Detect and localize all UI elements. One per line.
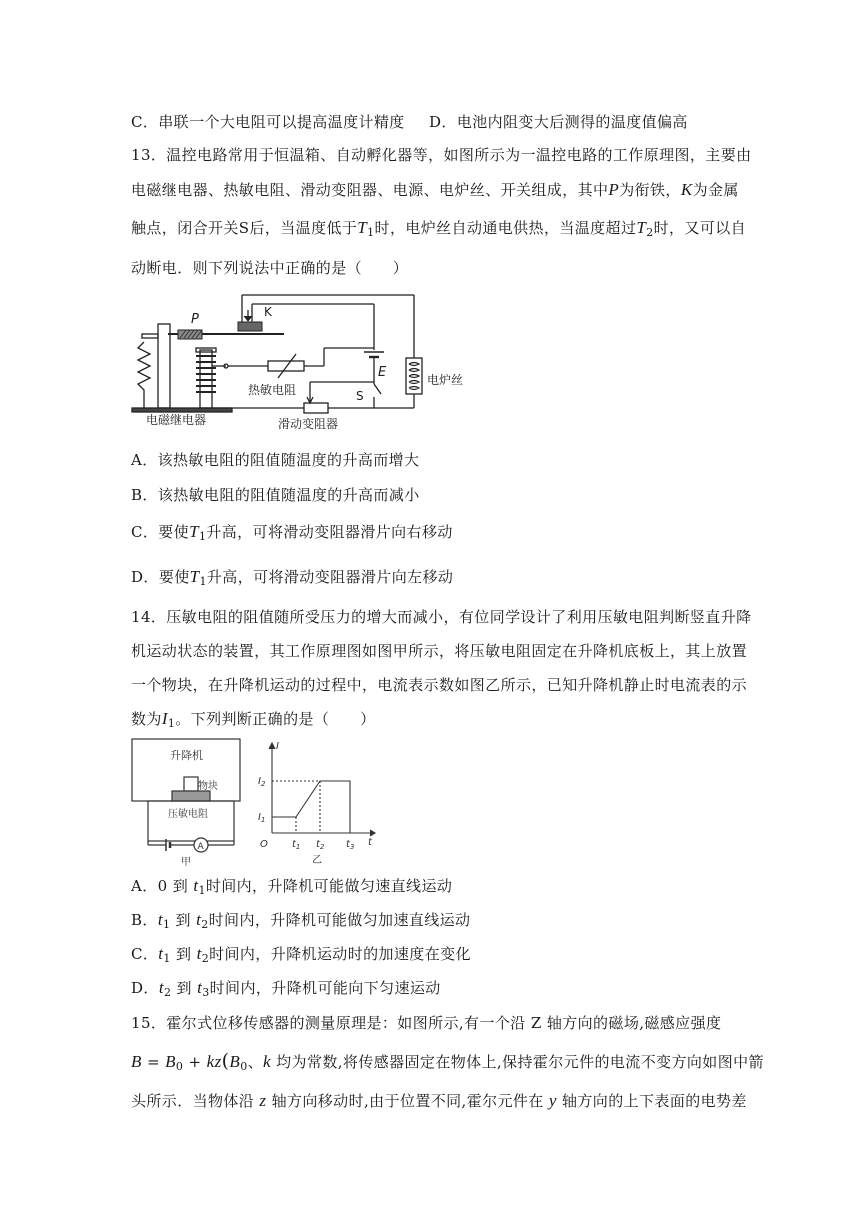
- label-E: E: [378, 365, 387, 380]
- tick-I1: $I_1$: [258, 812, 266, 824]
- ammeter-icon: A: [197, 842, 204, 852]
- caption-yi: 乙: [312, 855, 322, 866]
- q13-option-b: B．该热敏电阻的阻值随温度的升高而减小: [131, 486, 420, 504]
- q14-stem-line-3: 一个物块，在升降机运动的过程中，电流表示数如图乙所示，已知升降机静止时电流表的示: [131, 676, 748, 694]
- q14-option-c: C．$t_1$ 到 $t_2$时间内，升降机运动时的加速度在变化: [131, 944, 471, 965]
- q13-option-a: A．该热敏电阻的阻值随温度的升高而增大: [131, 451, 420, 469]
- q15-stem-line-3: 头所示．当物体沿 z 轴方向移动时,由于位置不同,霍尔元件在 y 轴方向的上下表面的电势差: [131, 1091, 747, 1110]
- q14-elevator-diagram: [130, 737, 245, 867]
- prev-option-d: D．电池内阻变大后测得的温度值偏高: [429, 113, 688, 131]
- label-rheostat: 滑动变阻器: [278, 417, 339, 431]
- axis-label-I: I: [276, 741, 279, 752]
- origin-label: O: [260, 839, 268, 850]
- q15-stem-line-2: $B = B_0 + kz(B_0$、k 均为常数,将传感器固定在物体上,保持霍尔元件的电流不变方向如图中箭: [131, 1050, 764, 1073]
- label-K: K: [264, 305, 272, 319]
- label-pressure-resistor: 压敏电阻: [168, 809, 208, 820]
- q14-current-graph: [252, 733, 380, 867]
- label-heater: 电炉丝: [427, 373, 464, 387]
- caption-jia: 甲: [181, 857, 191, 868]
- label-P: P: [191, 312, 199, 327]
- q13-option-d: D．要使$T_1$升高，可将滑动变阻器滑片向左移动: [131, 567, 454, 588]
- tick-t3: $t_3$: [346, 839, 355, 851]
- tick-t1: $t_1$: [292, 839, 301, 851]
- tick-I2: $I_2$: [258, 776, 266, 788]
- label-elevator: 升降机: [170, 749, 203, 762]
- q13-stem-line-1: 13．温控电路常用于恒温箱、自动孵化器等，如图所示为一温控电路的工作原理图，主要由: [131, 146, 752, 164]
- q13-stem-line-4: 动断电．则下列说法中正确的是（ ）: [131, 259, 409, 277]
- q14-stem-line-2: 机运动状态的装置，其工作原理图如图甲所示，将压敏电阻固定在升降机底板上，其上放置: [131, 642, 748, 660]
- q14-option-a: A．0 到 $t_1$时间内，升降机可能做匀速直线运动: [131, 876, 453, 897]
- axis-label-t: t: [368, 837, 372, 848]
- q13-stem-line-2: 电磁继电器、热敏电阻、滑动变阻器、电源、电炉丝、开关组成，其中P为衔铁，K为金属: [131, 180, 739, 199]
- q13-stem-line-3: 触点，闭合开关S后，当温度低于$T_1$时，电炉丝自动通电供热，当温度超过$T_2$时，又可以自: [131, 218, 747, 239]
- label-thermistor: 热敏电阻: [248, 383, 297, 397]
- q15-stem-line-1: 15．霍尔式位移传感器的测量原理是：如图所示,有一个沿 Z 轴方向的磁场,磁感应强度: [131, 1014, 722, 1032]
- q13-circuit-diagram: [128, 290, 464, 431]
- q14-stem-line-4: 数为$I_1$。下列判断正确的是（ ）: [131, 709, 376, 730]
- q13-option-c: C．要使$T_1$升高，可将滑动变阻器滑片向右移动: [131, 522, 453, 543]
- label-block: 物块: [198, 781, 218, 792]
- prev-option-c: C．串联一个大电阻可以提高温度计精度: [131, 113, 405, 131]
- q14-stem-line-1: 14．压敏电阻的阻值随所受压力的增大而减小，有位同学设计了利用压敏电阻判断竖直升降: [131, 608, 752, 626]
- tick-t2: $t_2$: [316, 839, 325, 851]
- label-relay: 电磁继电器: [146, 413, 207, 427]
- q14-option-d: D．$t_2$ 到 $t_3$时间内，升降机可能向下匀速运动: [131, 978, 441, 999]
- label-S: S: [356, 389, 364, 403]
- q14-option-b: B．$t_1$ 到 $t_2$时间内，升降机可能做匀加速直线运动: [131, 910, 471, 931]
